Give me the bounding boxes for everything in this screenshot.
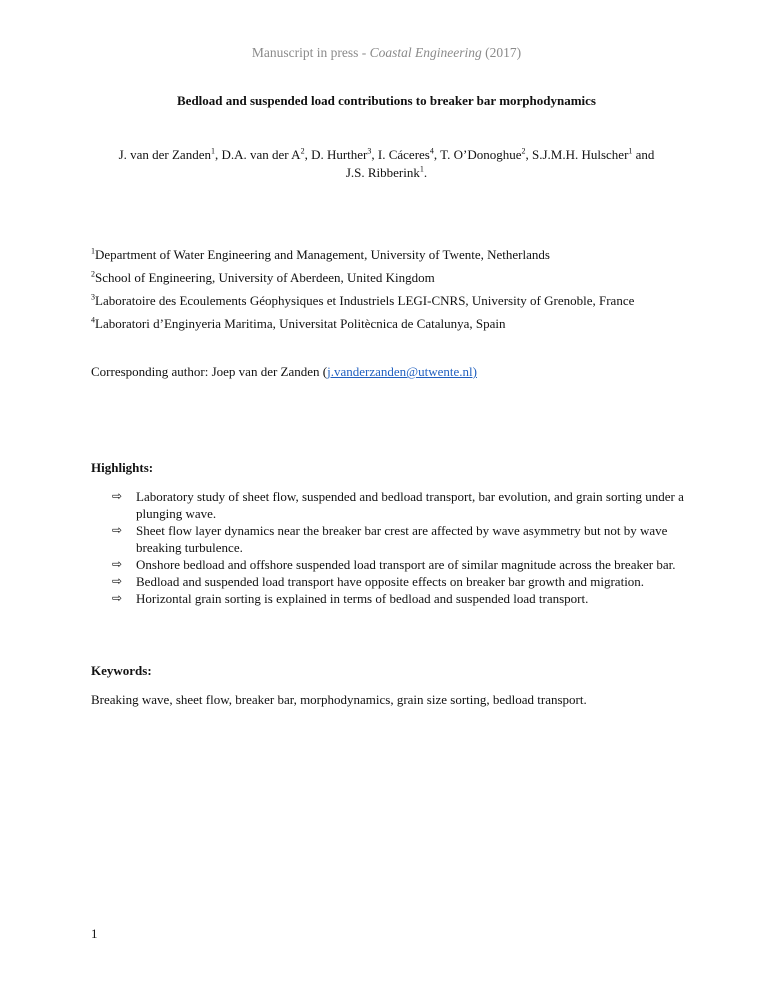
highlight-item: ⇨ Onshore bedload and offshore suspended load transport are of similar magnitude across the breaker bar. xyxy=(112,557,676,572)
right-arrow-outline-icon: ⇨ xyxy=(112,523,123,537)
highlight-item: ⇨ Sheet flow layer dynamics near the breaker bar crest are affected by wave asymmetry but not by wave breaking turbulence. xyxy=(112,523,668,555)
affiliation: $^4$Laboratori d’Enginyeria Maritima, Universitat Politècnica de Catalunya, Spain xyxy=(91,315,506,331)
author: J.S. Ribberink$^1$. xyxy=(345,164,428,180)
author: T. O’Donoghue$^2$, xyxy=(440,146,532,162)
affiliation-list xyxy=(91,246,731,338)
author-list xyxy=(80,146,693,182)
right-arrow-outline-icon: ⇨ xyxy=(112,557,123,571)
affiliation: $^2$School of Engineering, University of Aberdeen, United Kingdom xyxy=(91,269,435,285)
paper-title: Bedload and suspended load contributions to breaker bar morphodynamics xyxy=(177,93,596,108)
journal-name: Coastal Engineering xyxy=(369,45,482,60)
affiliation: $^1$Department of Water Engineering and Management, University of Twente, Netherlands xyxy=(91,246,550,262)
running-header xyxy=(0,45,773,61)
affiliation: $^3$Laboratoire des Ecoulements Géophysiques et Industriels LEGI-CNRS, University of Grenoble, France xyxy=(91,292,635,308)
right-arrow-outline-icon: ⇨ xyxy=(112,574,123,588)
highlights-heading: Highlights: xyxy=(91,460,154,475)
author: S.J.M.H. Hulscher$^1$ and xyxy=(531,146,655,162)
email-link[interactable]: j.vanderzanden@utwente.nl) xyxy=(327,364,477,379)
author: D.A. van der $A^2$, xyxy=(221,146,312,162)
highlight-item: ⇨ Horizontal grain sorting is explained in terms of bedload and suspended load transport. xyxy=(112,591,589,606)
header-prefix: Manuscript in press - xyxy=(251,45,370,60)
right-arrow-outline-icon: ⇨ xyxy=(112,489,123,503)
keywords-text: Breaking wave, sheet flow, breaker bar, morphodynamics, grain size sorting, bedload transport. xyxy=(91,692,587,707)
corresponding-label: Corresponding author: Joep van der Zanden ( xyxy=(91,364,328,379)
author: J. van der Zanden$^1$, xyxy=(118,146,222,162)
corresponding-author xyxy=(91,364,477,380)
header-year: (2017) xyxy=(481,45,522,60)
highlight-item: ⇨ Bedload and suspended load transport have opposite effects on breaker bar growth and migration. xyxy=(112,574,645,589)
highlight-item: ⇨ Laboratory study of sheet flow, suspended and bedload transport, bar evolution, and grain sorting under a plunging wave. xyxy=(112,489,684,521)
author: I. Cáceres$^4$, xyxy=(377,146,441,162)
author: D. Hurther$^3$, xyxy=(311,146,378,162)
page-number: 1 xyxy=(91,926,98,941)
keywords-heading: Keywords: xyxy=(91,663,152,678)
right-arrow-outline-icon: ⇨ xyxy=(112,591,123,605)
highlights-list xyxy=(112,488,686,607)
